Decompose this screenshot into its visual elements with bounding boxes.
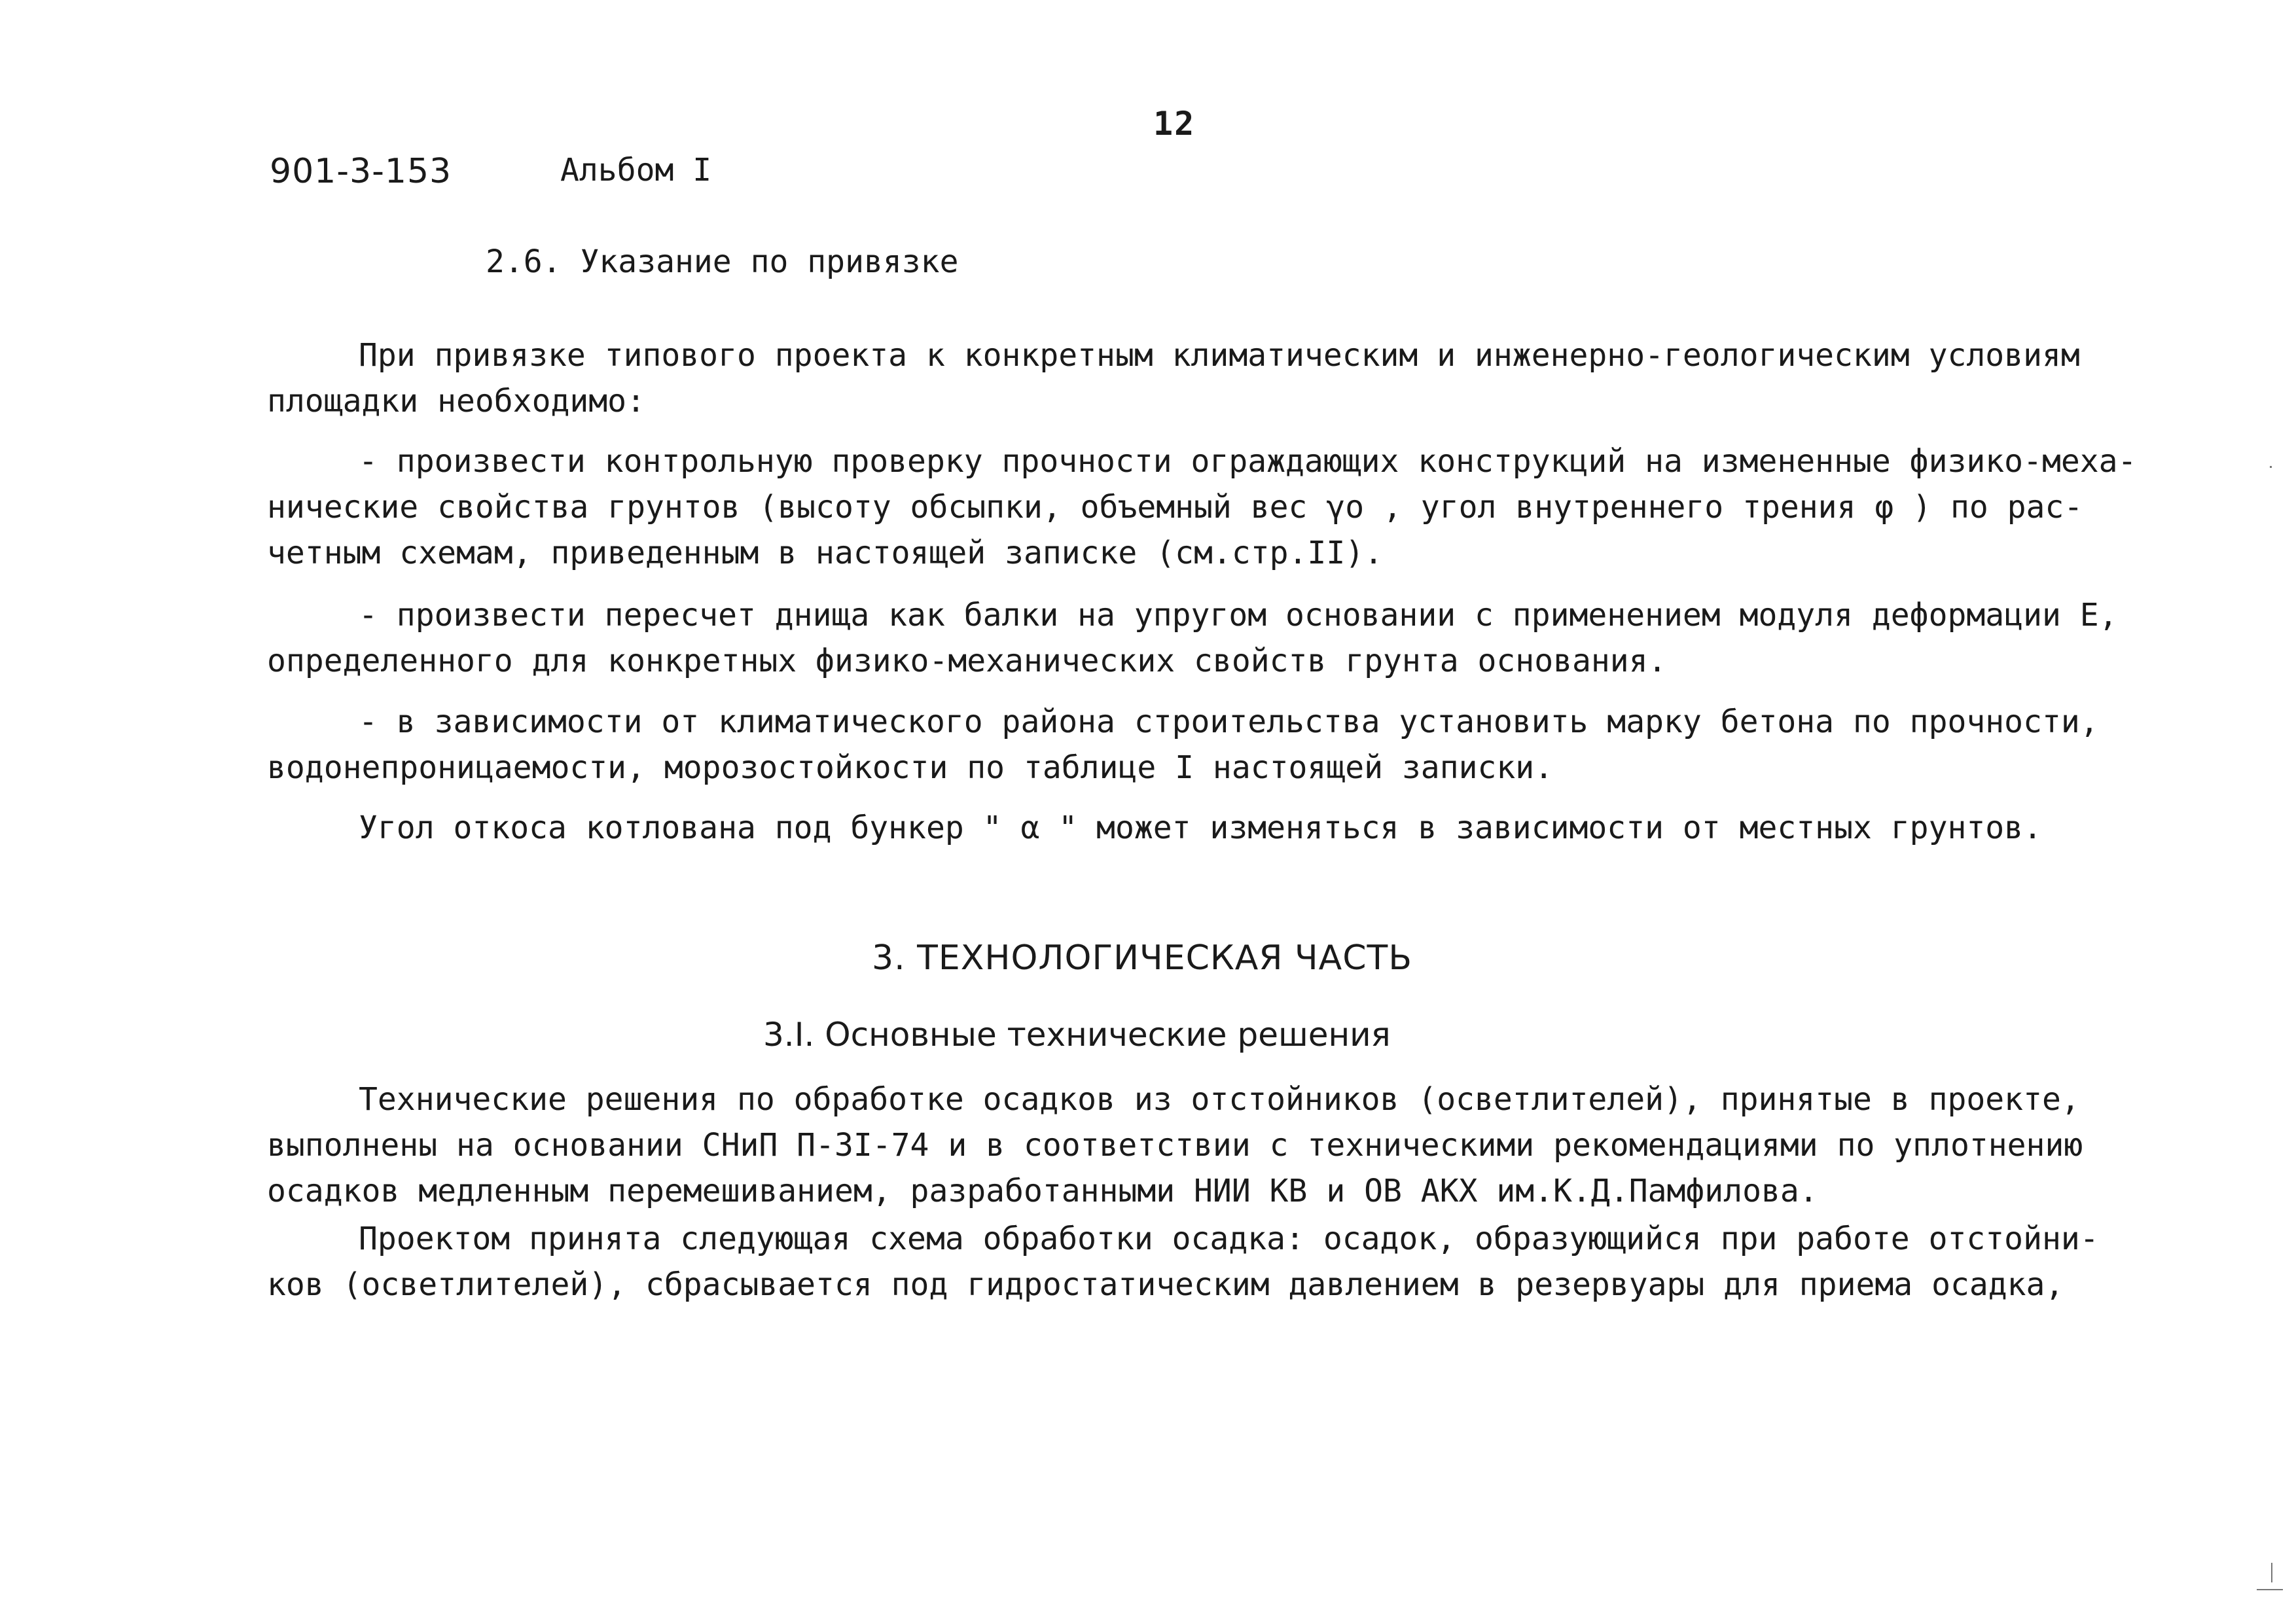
text-line: четным схемам, приведенным в настоящей записке (см.стр.II).	[267, 535, 1384, 571]
text-line: выполнены на основании СНиП П-3I-74 и в соответствии с техническими рекомендациями по уплотнению	[267, 1127, 2083, 1164]
album-label: Альбом I	[560, 152, 712, 188]
document-code: 901-3-153	[270, 152, 452, 191]
text-line: - произвести контрольную проверку прочности ограждающих конструкций на измененные физико-меха-	[359, 443, 2137, 480]
text-line: Проектом принята следующая схема обработки осадка: осадок, образующийся при работе отстойни-	[359, 1221, 2099, 1257]
text-line: Технические решения по обработке осадков из отстойников (осветлителей), принятые в проекте,	[359, 1081, 2080, 1118]
text-line: Угол откоса котлована под бункер " α " может изменяться в зависимости от местных грунтов.	[359, 810, 2042, 846]
text-line: осадков медленным перемешиванием, разработанными НИИ КВ и ОВ АКХ им.К.Д.Памфилова.	[267, 1173, 1818, 1209]
text-line: определенного для конкретных физико-механических свойств грунта основания.	[267, 643, 1667, 679]
text-line: - в зависимости от климатического района строительства установить марку бетона по прочности,	[359, 704, 2099, 740]
text-line: водонепроницаемости, морозостойкости по таблице I настоящей записки.	[267, 749, 1554, 786]
list-item-concrete-grade	[267, 699, 2100, 791]
text-line: - произвести пересчет днища как балки на упругом основании с применением модуля деформации Е,	[359, 597, 2118, 633]
subsection-heading-3-1: 3.I. Основные технические решения	[763, 1016, 1391, 1054]
section-heading-2-6: 2.6. Указание по привязке	[486, 243, 959, 280]
text-line: площадки необходимо:	[267, 383, 645, 419]
scan-speck	[2257, 1589, 2283, 1590]
treatment-scheme-paragraph	[267, 1216, 2100, 1308]
scan-speck	[2271, 1563, 2272, 1582]
text-line: нические свойства грунтов (высоту обсыпки, объемный вес γo , угол внутреннего трения φ ) по рас-	[267, 489, 2083, 526]
page-number: 12	[1153, 105, 1196, 143]
scan-speck	[2270, 466, 2272, 468]
text-line: При привязке типового проекта к конкретным климатическим и инженерно-геологическим условиям	[359, 337, 2080, 374]
intro-paragraph	[267, 332, 2100, 424]
list-item-strength-check	[267, 438, 2137, 576]
list-item-bottom-recalc	[267, 592, 2118, 684]
technical-solutions-paragraph	[267, 1077, 2100, 1214]
slope-angle-note	[267, 805, 2100, 851]
text-line: ков (осветлителей), сбрасывается под гидростатическим давлением в резервуары для приема осадка,	[267, 1266, 2064, 1303]
chapter-heading-3: 3. ТЕХНОЛОГИЧЕСКАЯ ЧАСТЬ	[872, 938, 1412, 978]
